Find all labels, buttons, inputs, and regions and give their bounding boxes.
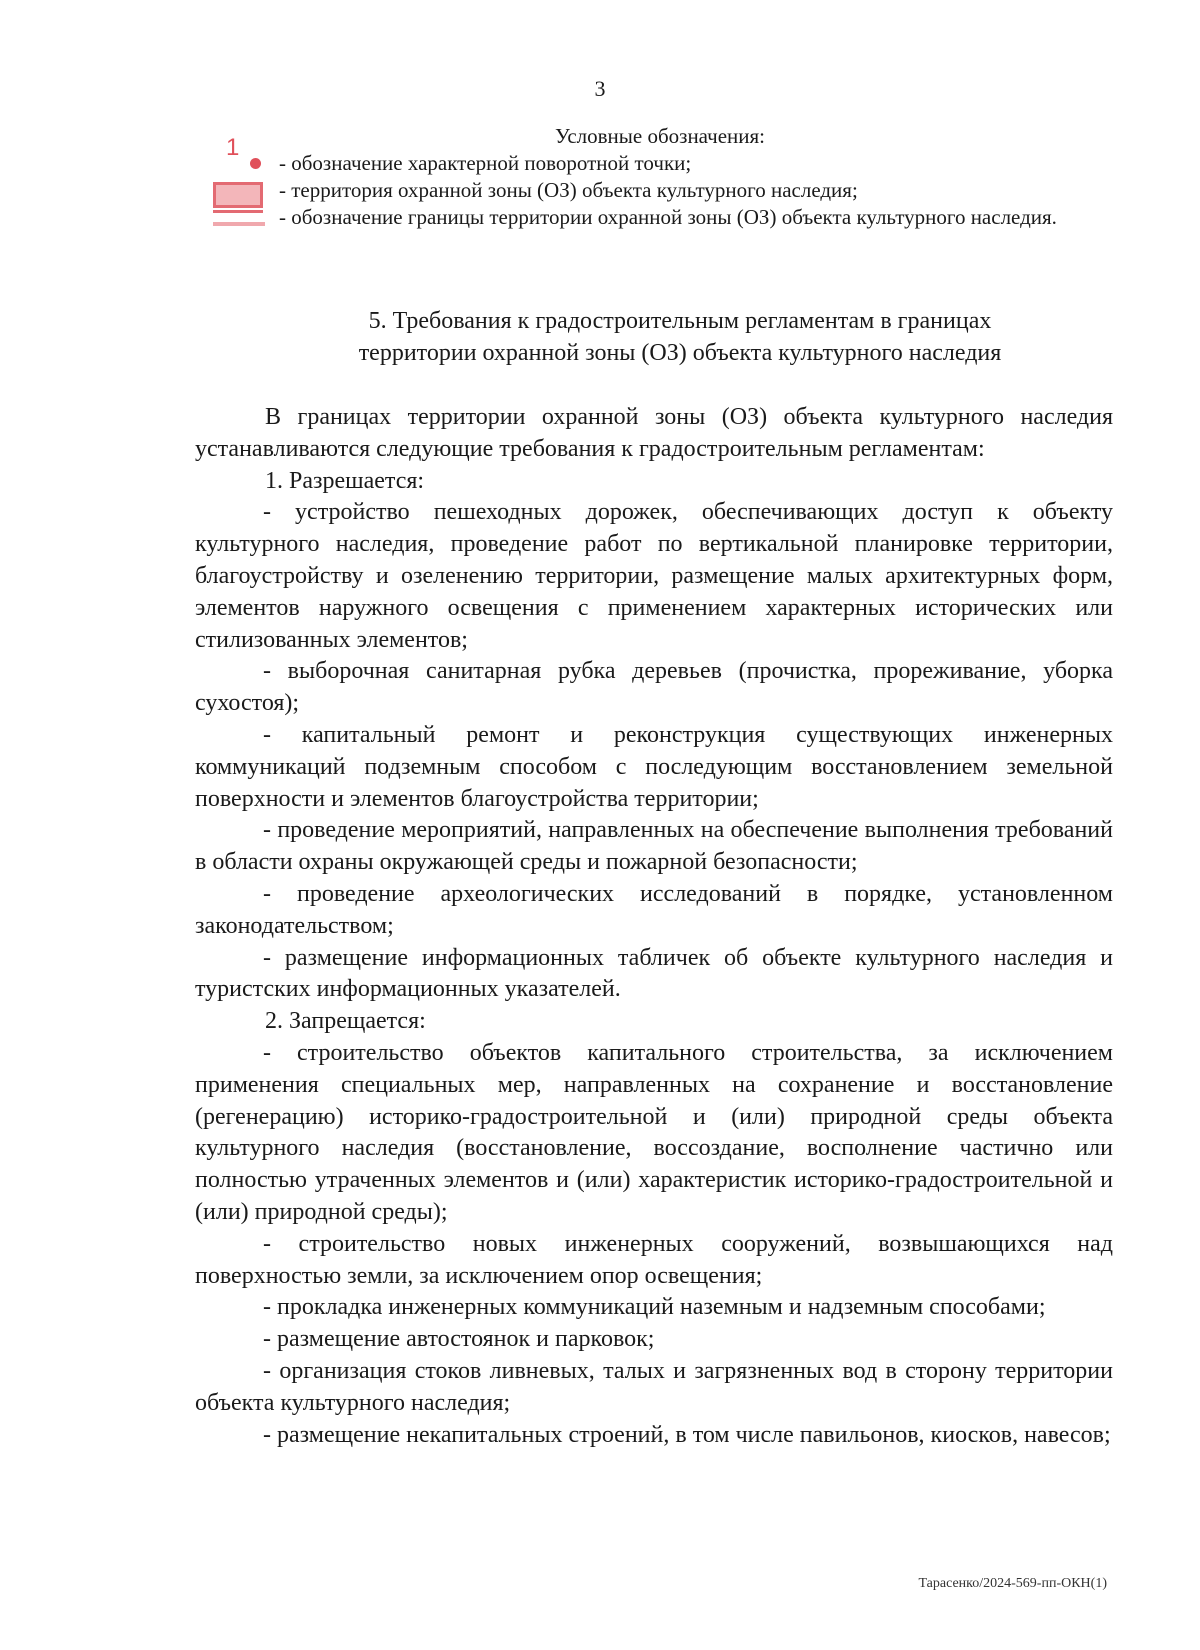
intro-paragraph: В границах территории охранной зоны (ОЗ) объекта культурного наследия устанавливаются следующие требования к градостроительным регламентам: (195, 404, 1113, 462)
forbidden-item: - строительство объектов капитального строительства, за исключением применения специальных мер, направленных на сохранение и восстановление (регенерацию) историко-градостроительной и (или) природной среды объекта культурного наследия (восстановление, воссоздание, восполнение частично или полностью утраченных элементов и (или) характеристик историко-градостроительной и (или) природной среды); (195, 1039, 1113, 1225)
turning-point-number: 1 (226, 134, 240, 161)
section-heading-line-2: территории охранной зоны (ОЗ) объекта культурного наследия (358, 340, 1002, 366)
zone-boundary-icon (213, 222, 265, 226)
turning-point-icon (222, 134, 262, 178)
legend-item-zone-boundary: - обозначение границы территории охранной зоны (ОЗ) объекта культурного наследия. (279, 205, 1057, 229)
protection-zone-icon-underline (213, 210, 263, 213)
legend-title: Условные обозначения: (554, 124, 766, 148)
legend-item-protection-zone: - территория охранной зоны (ОЗ) объекта культурного наследия; (279, 178, 858, 202)
allowed-item: - капитальный ремонт и реконструкция существующих инженерных коммуникаций подземным способом с последующим восстановлением земельной поверхности и элементов благоустройства территории; (195, 721, 1113, 812)
document-footer-code: Тарасенко/2024-569-пп-ОКН(1) (918, 1576, 1107, 1591)
protection-zone-icon (213, 182, 263, 208)
allowed-item: - размещение информационных табличек об объекте культурного наследия и туристских информационных указателей. (195, 944, 1113, 1003)
section-heading-line-1: 5. Требования к градостроительным регламентам в границах (368, 308, 992, 334)
forbidden-item: - размещение некапитальных строений, в том числе павильонов, киосков, навесов; (263, 1421, 1111, 1448)
section-body (195, 402, 1113, 1451)
section-heading (300, 305, 1060, 369)
legend-item-turning-point: - обозначение характерной поворотной точки; (279, 151, 692, 175)
allowed-item: - выборочная санитарная рубка деревьев (прочистка, прореживание, уборка сухостоя); (195, 658, 1113, 717)
forbidden-item: - организация стоков ливневых, талых и загрязненных вод в сторону территории объекта культурного наследия; (195, 1357, 1113, 1416)
forbidden-item: - размещение автостоянок и парковок; (263, 1326, 655, 1353)
allowed-item: - проведение археологических исследований в порядке, установленном законодательством; (195, 880, 1113, 939)
allowed-item: - проведение мероприятий, направленных на обеспечение выполнения требований в области охраны окружающей среды и пожарной безопасности; (195, 817, 1113, 876)
forbidden-item: - прокладка инженерных коммуникаций наземным и надземным способами; (263, 1294, 1046, 1321)
forbidden-title: 2. Запрещается: (265, 1008, 426, 1035)
allowed-item: - устройство пешеходных дорожек, обеспечивающих доступ к объекту культурного наследия, проведение работ по вертикальной планировке территории, благоустройству и озеленению территории, размещение малых архитектурных форм, элементов наружного освещения с применением характерных исторических или стилизованных элементов; (195, 499, 1113, 653)
turning-point-dot (250, 158, 261, 169)
page-number: 3 (594, 76, 606, 101)
forbidden-item: - строительство новых инженерных сооружений, возвышающихся над поверхностью земли, за исключением опор освещения; (195, 1230, 1113, 1289)
allowed-title: 1. Разрешается: (265, 467, 425, 494)
